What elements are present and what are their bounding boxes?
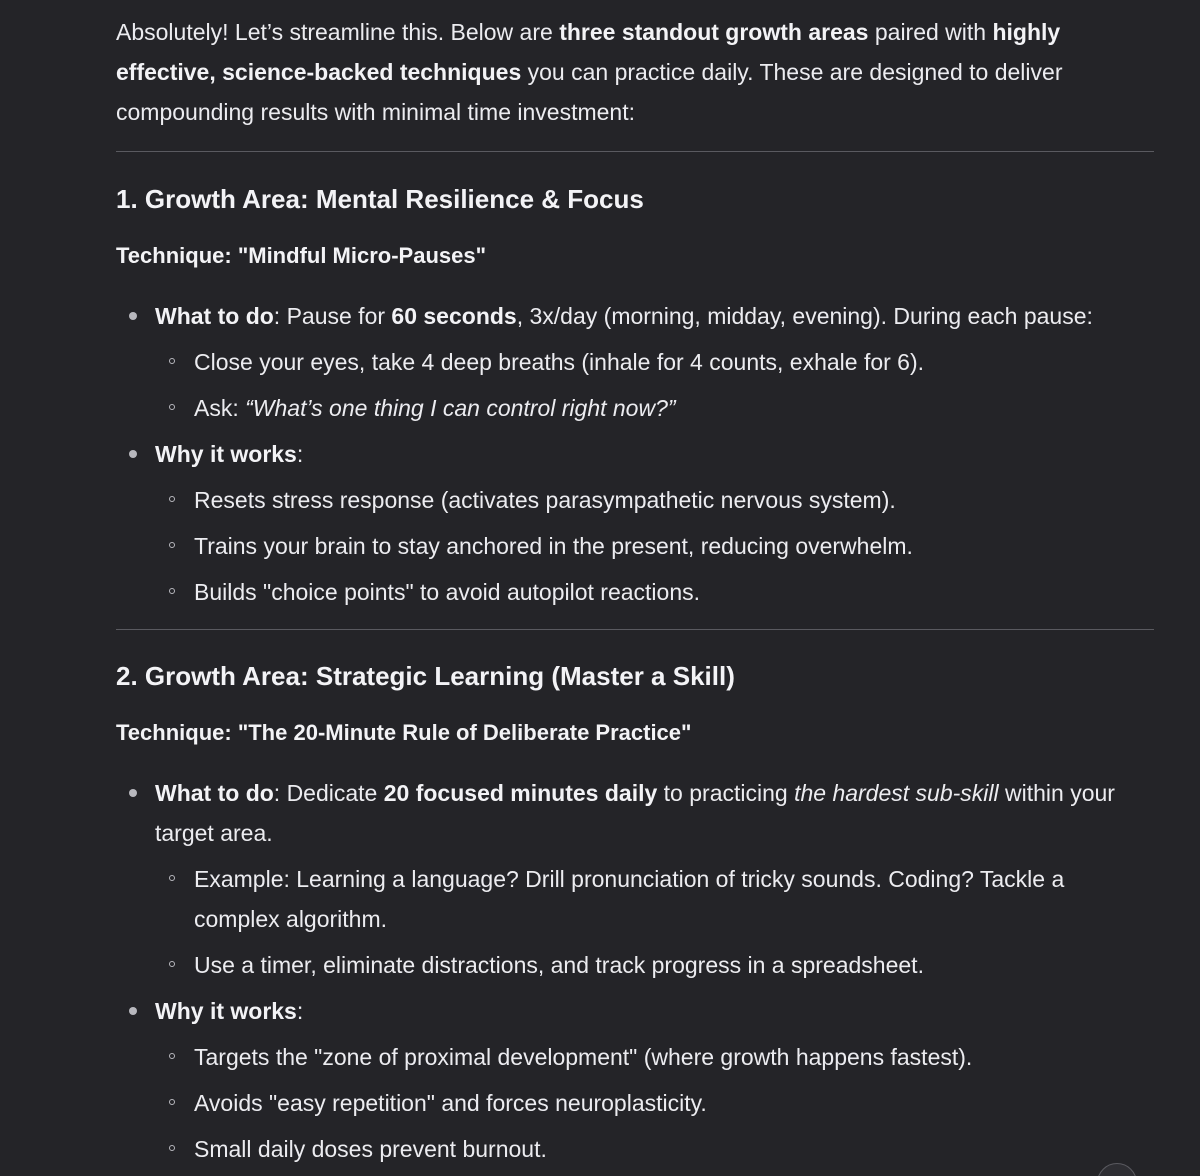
sub-list-item: Example: Learning a language? Drill pronunciation of tricky sounds. Coding? Tackle a complex algorithm. [155,859,1154,939]
what-text: : Pause for [273,303,392,329]
what-bold: 60 seconds [391,303,517,329]
intro-bold-2: highly effective, science-backed techniques [116,19,1061,85]
what-italic: the hardest sub-skill [794,780,999,806]
intro-paragraph [116,12,1154,132]
list-item-why-it-works [116,991,1154,1169]
list-item-what-to-do [116,773,1154,985]
list-item-why-it-works [116,434,1154,612]
what-bold: 20 focused minutes daily [383,780,658,806]
sub-list-item [155,388,1154,428]
sub-list-item: Resets stress response (activates parasympathetic nervous system). [155,480,1154,520]
why-label: Why it works [155,441,297,467]
sub-list-item: Close your eyes, take 4 deep breaths (inhale for 4 counts, exhale for 6). [155,342,1154,382]
section-2-heading: 2. Growth Area: Strategic Learning (Master a Skill) [116,661,735,691]
sub-list [155,342,1154,428]
sub-list [155,859,1154,985]
list-item-what-to-do [116,296,1154,428]
what-label: What to do [155,303,274,329]
intro-bold-1: three standout growth areas [559,19,869,45]
sub-list-item: Small daily doses prevent burnout. [155,1129,1154,1169]
section-2-list [116,773,1154,1169]
sub-list-item: Builds "choice points" to avoid autopilot reactions. [155,572,1154,612]
what-text: : Dedicate [273,780,384,806]
sub-list-item: Avoids "easy repetition" and forces neuroplasticity. [155,1083,1154,1123]
sub-italic: “What’s one thing I can control right now?” [245,395,676,421]
chat-message [116,12,1154,1169]
sub-list [155,480,1154,612]
section-1-list [116,296,1154,612]
intro-text-2: paired with [868,19,993,45]
intro-text-3: you can practice daily. These are designed to deliver compounding results with minimal time investment: [116,59,1063,125]
sub-text: Ask: [194,395,246,421]
what-text: , 3x/day (morning, midday, evening). During each pause: [516,303,1093,329]
divider [116,629,1154,630]
why-label: Why it works [155,998,297,1024]
divider [116,151,1154,152]
section-1-heading: 1. Growth Area: Mental Resilience & Focus [116,184,644,214]
sub-list-item: Trains your brain to stay anchored in the present, reducing overwhelm. [155,526,1154,566]
what-text: to practicing [657,780,795,806]
why-colon: : [296,998,304,1024]
sub-list-item: Targets the "zone of proximal development" (where growth happens fastest). [155,1037,1154,1077]
why-colon: : [296,441,304,467]
section-1-technique: Technique: "Mindful Micro-Pauses" [116,243,487,268]
sub-list [155,1037,1154,1169]
what-label: What to do [155,780,274,806]
intro-text-1: Absolutely! Let’s streamline this. Below are [116,19,560,45]
sub-list-item: Use a timer, eliminate distractions, and track progress in a spreadsheet. [155,945,1154,985]
section-2-technique: Technique: "The 20-Minute Rule of Deliberate Practice" [116,720,692,745]
what-text: within your target area. [155,780,1115,846]
